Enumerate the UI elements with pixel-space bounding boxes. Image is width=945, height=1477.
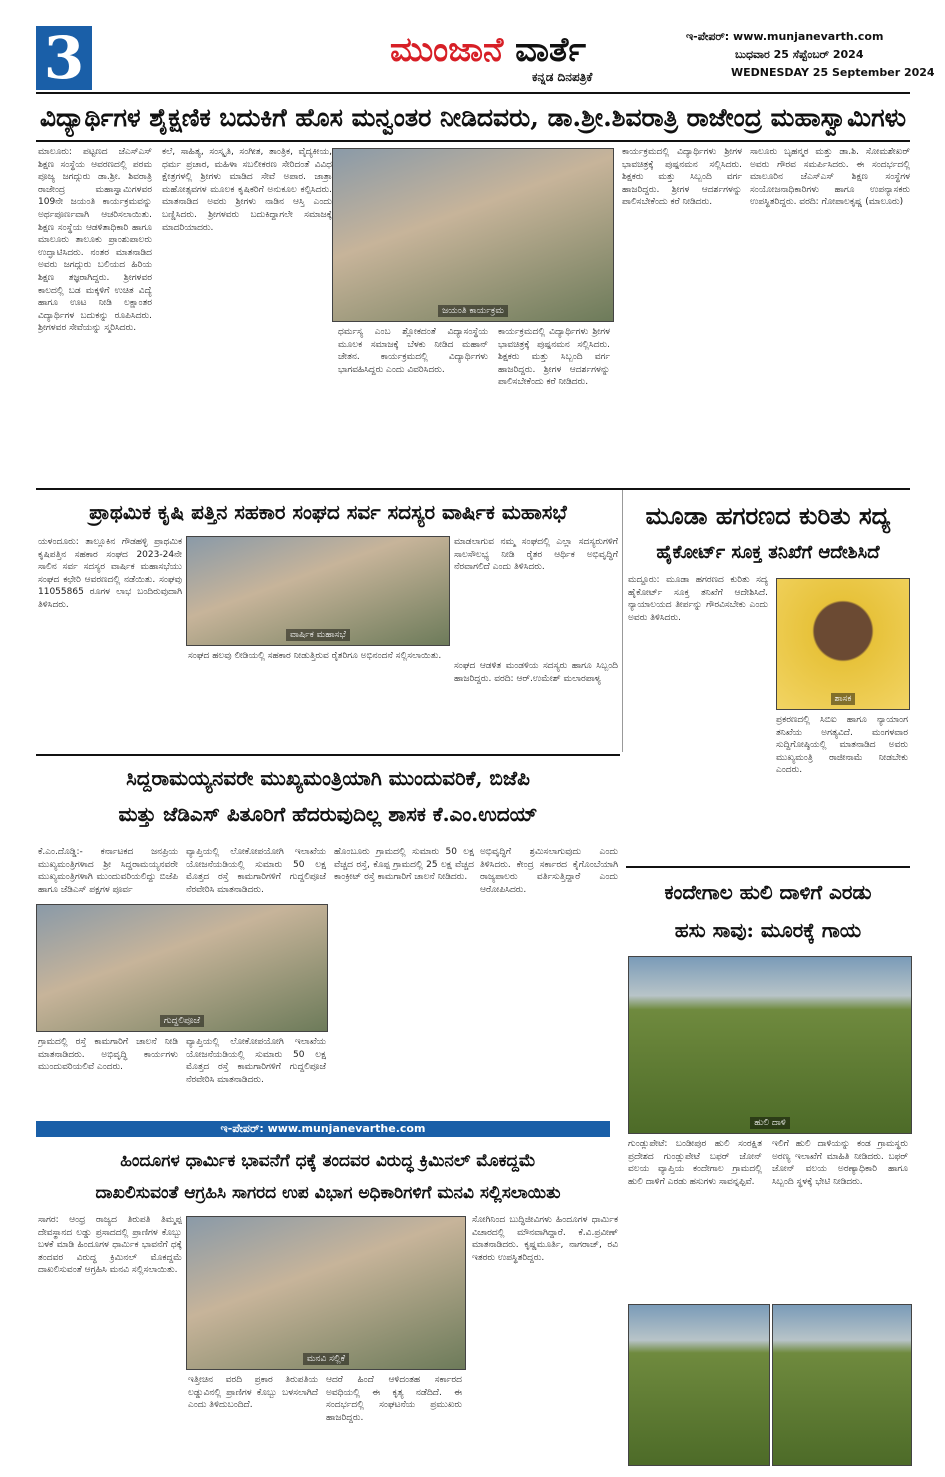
article1-col2: ಕಲೆ, ಸಾಹಿತ್ಯ, ಸಂಸ್ಕೃತಿ, ಸಂಗೀತ, ತಾಂತ್ರಿಕ, ವೈದ್ಯಕೀಯ, ಧರ್ಮ ಪ್ರಚಾರ, ಮಹಿಳಾ ಸಬಲೀಕರಣ ಸೇರಿದಂತೆ ವಿವಿಧ ಕ್ಷೇತ್ರಗಳಲ್ಲಿ ಶ್ರೀಗಳು ಮಾಡಿದ ಸೇವೆ ಅಪಾರ. ಜಾತ್ರಾ ಮಹೋತ್ಸವಗಳ ಮೂಲಕ ಕೃಷಿಕರಿಗೆ ಅನುಕೂಲ ಕಲ್ಪಿಸಿದರು. ಮಾತನಾಡಿದ ಅವರು ಶ್ರೀಗಳು ನಾಡಿನ ಆಸ್ತಿ ಎಂದು ಬಣ್ಣಿಸಿದರು. ಶ್ರೀಗಳವರು ಬದುಕಿದ್ದಾಗಲೇ ಸಮಾಜಕ್ಕೆ ಮಾದರಿಯಾದರು. bbox=[162, 147, 332, 233]
article6-col3: ಆದರೆ ಹಿಂದೆ ಆಳಿದಂತಹ ಸರ್ಕಾರದ ಅವಧಿಯಲ್ಲಿ ಈ ಕೃತ್ಯ ನಡೆದಿದೆ. ಈ ಸಂದರ್ಭದಲ್ಲಿ ಸಂಘಟನೆಯ ಪ್ರಮುಖರು ಹಾಜರಿದ್ದರು. bbox=[326, 1375, 462, 1423]
divider bbox=[36, 140, 910, 142]
article6-col1: ಸಾಗರ: ಆಂಧ್ರ ರಾಜ್ಯದ ತಿರುಪತಿ ತಿಮ್ಮಪ್ಪ ದೇವಸ್ಥಾನದ ಲಡ್ಡು ಪ್ರಸಾದದಲ್ಲಿ ಪ್ರಾಣಿಗಳ ಕೊಬ್ಬು ಬಳಕೆ ಮಾಡಿ ಹಿಂದೂಗಳ ಧಾರ್ಮಿಕ ಭಾವನೆಗೆ ಧಕ್ಕೆ ತಂದವರ ವಿರುದ್ಧ ಕ್ರಿಮಿನಲ್ ಮೊಕದ್ದಮೆ ದಾಖಲಿಸುವಂತೆ ಆಗ್ರಹಿಸಿ ಮನವಿ ಸಲ್ಲಿಸಲಾಯಿತು. bbox=[38, 1215, 182, 1276]
divider bbox=[36, 488, 910, 490]
article3-subheadline: ಹೈಕೋರ್ಟ್ ಸೂಕ್ತ ತನಿಖೆಗೆ ಆದೇಶಿಸಿದೆ bbox=[656, 542, 880, 563]
article2-col4: ಸಂಘದ ಆಡಳಿತ ಮಂಡಳಿಯ ಸದಸ್ಯರು ಹಾಗೂ ಸಿಬ್ಬಂದಿ ಹಾಜರಿದ್ದರು. ವರದಿ: ಆರ್.ಉಮೇಶ್ ಮಲಾರಪಾಳ್ಯ bbox=[454, 661, 618, 684]
article1-photo bbox=[332, 148, 614, 322]
tagline: ಕನ್ನಡ ದಿನಪತ್ರಿಕೆ bbox=[532, 70, 593, 84]
article2-col3: ಮಾಡಲಾಗುವ ನಮ್ಮ ಸಂಘದಲ್ಲಿ ಎಲ್ಲಾ ಸದಸ್ಯರುಗಳಿಗೆ ಸಾಲಸೌಲಭ್ಯ ನೀಡಿ ರೈತರ ಆರ್ಥಿಕ ಅಭಿವೃದ್ಧಿಗೆ ನೆರವಾಗಲಿದೆ ಎಂದು ತಿಳಿಸಿದರು. bbox=[454, 537, 618, 573]
article2-headline: ಪ್ರಾಥಮಿಕ ಕೃಷಿ ಪತ್ತಿನ ಸಹಕಾರ ಸಂಘದ ಸರ್ವ ಸದಸ್ಯರ ವಾರ್ಷಿಕ ಮಹಾಸಭೆ bbox=[89, 500, 567, 524]
article4-headline-line2: ಮತ್ತು ಜೆಡಿಎಸ್ ಪಿತೂರಿಗೆ ಹೆದರುವುದಿಲ್ಲ ಶಾಸಕ ಕೆ.ಎಂ.ಉದಯ್ bbox=[118, 802, 538, 826]
date-kannada: ಬುಧವಾರ 25 ಸೆಪ್ಟೆಂಬರ್ 2024 bbox=[735, 48, 864, 61]
article5-col1: ಗುಂಡ್ಲುಪೇಟೆ: ಬಂಡೀಪುರ ಹುಲಿ ಸಂರಕ್ಷಿತ ಪ್ರದೇಶದ ಗುಂಡ್ಲುಪೇಟೆ ಬಫರ್ ಜೋನ್ ವಲಯ ವ್ಯಾಪ್ತಿಯ ಕಂದೇಗಾಲ ಗ್ರಾಮದಲ್ಲಿ ಹುಲಿ ದಾಳಿಗೆ ಎರಡು ಹಸುಗಳು ಸಾವನ್ನಪ್ಪಿವೆ. bbox=[628, 1139, 762, 1187]
divider bbox=[36, 754, 620, 756]
article4-col2: ವ್ಯಾಪ್ತಿಯಲ್ಲಿ ಲೋಕೋಪಯೋಗಿ ಇಲಾಖೆಯ ಯೋಜನೆಯಡಿಯಲ್ಲಿ ಸುಮಾರು 50 ಲಕ್ಷ ಮೊತ್ತದ ರಸ್ತೆ ಕಾಮಗಾರಿಗಳಿಗೆ ಗುದ್ದಲಿಪೂಜೆ ನೆರವೇರಿಸಿ ಮಾತನಾಡಿದರು. bbox=[186, 847, 326, 895]
newspaper-brand bbox=[390, 30, 586, 70]
article1-col1: ಮಾಲೂರು: ಪಟ್ಟಣದ ಜೆಎಸ್ಎಸ್ ಶಿಕ್ಷಣ ಸಂಸ್ಥೆಯ ಆವರಣದಲ್ಲಿ ಪರಮ ಪೂಜ್ಯ ಜಗದ್ಗುರು ಡಾ.ಶ್ರೀ. ಶಿವರಾತ್ರಿ ರಾಜೇಂದ್ರ ಮಹಾಸ್ವಾಮಿಗಳವರ 109ನೇ ಜಯಂತಿ ಕಾರ್ಯಕ್ರಮವನ್ನು ಅರ್ಥಪೂರ್ಣವಾಗಿ ಆಚರಿಸಲಾಯಿತು. ಶಿಕ್ಷಣ ಸಂಸ್ಥೆಯ ಆಡಳಿತಾಧಿಕಾರಿ ಹಾಗೂ ಮಾಲೂರು ತಾಲೂಕು ಪ್ರಾಂಶುಪಾಲರು ಉದ್ಘಾಟಿಸಿದರು. ನಂತರ ಮಾತನಾಡಿದ ಅವರು ಜಗದ್ಗುರು ಬಲಿಯದ ಹಿರಿಯ ಶಿಕ್ಷಣ ತಜ್ಞರಾಗಿದ್ದರು. ಶ್ರೀಗಳವರ ಕಾಲದಲ್ಲಿ ಬಡ ಮಕ್ಕಳಿಗೆ ಉಚಿತ ವಿದ್ಯೆ ಹಾಗೂ ಊಟ ನೀಡಿ ಲಕ್ಷಾಂತರ ವಿದ್ಯಾರ್ಥಿಗಳ ಬದುಕನ್ನು ರೂಪಿಸಿದರು. ಶ್ರೀಗಳವರ ಸೇವೆಯನ್ನು ಸ್ಮರಿಸಿದರು. bbox=[38, 147, 152, 334]
article6-headline-line1: ಹಿಂದೂಗಳ ಧಾರ್ಮಿಕ ಭಾವನೆಗೆ ಧಕ್ಕೆ ತಂದವರ ವಿರುದ್ಧ ಕ್ರಿಮಿನಲ್ ಮೊಕದ್ದಮೆ bbox=[120, 1151, 536, 1171]
article6-col4: ಸೋಗಿನಿಂದ ಬುದ್ಧಿಜೀವಿಗಳು ಹಿಂದೂಗಳ ಧಾರ್ಮಿಕ ವಿಚಾರದಲ್ಲಿ ಮೌನವಾಗಿದ್ದಾರೆ. ಕೆ.ವಿ.ಪ್ರವೀಣ್ ಮಾತನಾಡಿದರು. ಕೃಷ್ಣಮೂರ್ತಿ, ನಾಗರಾಜ್, ರವಿ ಇತರರು ಉಪಸ್ಥಿತರಿದ್ದರು. bbox=[472, 1215, 618, 1263]
column-divider bbox=[622, 490, 623, 752]
photo-caption: ಶಾಸಕ bbox=[831, 693, 856, 705]
masthead-rule bbox=[36, 92, 910, 94]
article1-headline: ವಿದ್ಯಾರ್ಥಿಗಳ ಶೈಕ್ಷಣಿಕ ಬದುಕಿಗೆ ಹೊಸ ಮನ್ವಂತರ ನೀಡಿದವರು, ಡಾ.ಶ್ರೀ.ಶಿವರಾತ್ರಿ ರಾಜೇಂದ್ರ ಮಹಾಸ್ವಾಮಿಗಳು bbox=[39, 103, 907, 132]
article3-portrait bbox=[776, 578, 910, 710]
article4-col4: ಅಭಿವೃದ್ಧಿಗೆ ಶ್ರಮಿಸಲಾಗುವುದು ಎಂದು ತಿಳಿಸಿದರು. ಕೇಂದ್ರ ಸರ್ಕಾರದ ಕೈಗೊಂಬೆಯಾಗಿ ರಾಜ್ಯಪಾಲರು ವರ್ತಿಸುತ್ತಿದ್ದಾರೆ ಎಂದು ಆರೋಪಿಸಿದರು. bbox=[480, 847, 618, 895]
article5-photo bbox=[628, 956, 912, 1134]
article1-col4: ಕಾರ್ಯಕ್ರಮದಲ್ಲಿ ವಿದ್ಯಾರ್ಥಿಗಳು ಶ್ರೀಗಳ ಭಾವಚಿತ್ರಕ್ಕೆ ಪುಷ್ಪನಮನ ಸಲ್ಲಿಸಿದರು. ಶಿಕ್ಷಕರು ಮತ್ತು ಸಿಬ್ಬಂದಿ ವರ್ಗ ಹಾಜರಿದ್ದರು. ಶ್ರೀಗಳ ಆದರ್ಶಗಳನ್ನು ಪಾಲಿಸಬೇಕೆಂದು ಕರೆ ನೀಡಿದರು. bbox=[498, 327, 610, 388]
photo-caption: ಮನವಿ ಸಲ್ಲಿಕೆ bbox=[303, 1353, 349, 1365]
article5-headline: ಕಂದೇಗಾಲ ಹುಲಿ ದಾಳಿಗೆ ಎರಡು bbox=[664, 880, 872, 904]
photo-caption: ವಾರ್ಷಿಕ ಮಹಾಸಭೆ bbox=[286, 629, 350, 641]
article4-col2b: ವ್ಯಾಪ್ತಿಯಲ್ಲಿ ಲೋಕೋಪಯೋಗಿ ಇಲಾಖೆಯ ಯೋಜನೆಯಡಿಯಲ್ಲಿ ಸುಮಾರು 50 ಲಕ್ಷ ಮೊತ್ತದ ರಸ್ತೆ ಕಾಮಗಾರಿಗಳಿಗೆ ಗುದ್ದಲಿಪೂಜೆ ನೆರವೇರಿಸಿ ಮಾತನಾಡಿದರು. bbox=[186, 1037, 326, 1085]
article5-subheadline: ಹಸು ಸಾವು: ಮೂರಕ್ಕೆ ಗಾಯ bbox=[674, 918, 862, 942]
article4-col1b: ಗ್ರಾಮದಲ್ಲಿ ರಸ್ತೆ ಕಾಮಗಾರಿಗೆ ಚಾಲನೆ ನೀಡಿ ಮಾತನಾಡಿದರು. ಅಭಿವೃದ್ಧಿ ಕಾರ್ಯಗಳು ಮುಂದುವರಿಯಲಿವೆ ಎಂದರು. bbox=[38, 1037, 178, 1073]
article3-col1: ಮದ್ದೂರು: ಮೂಡಾ ಹಗರಣದ ಕುರಿತು ಸದ್ಯ ಹೈಕೋರ್ಟ್ ಸೂಕ್ತ ತನಿಖೆಗೆ ಆದೇಶಿಸಿದೆ. ನ್ಯಾಯಾಲಯದ ತೀರ್ಪನ್ನು ಗೌರವಿಸಬೇಕು ಎಂದು ಅವರು ತಿಳಿಸಿದರು. bbox=[628, 575, 768, 623]
article4-photo bbox=[36, 904, 328, 1032]
photo-caption: ಜಯಂತಿ ಕಾರ್ಯಕ್ರಮ bbox=[438, 305, 508, 317]
article1-col4b: ಕಾರ್ಯಕ್ರಮದಲ್ಲಿ ವಿದ್ಯಾರ್ಥಿಗಳು ಶ್ರೀಗಳ ಭಾವಚಿತ್ರಕ್ಕೆ ಪುಷ್ಪನಮನ ಸಲ್ಲಿಸಿದರು. ಶಿಕ್ಷಕರು ಮತ್ತು ಸಿಬ್ಬಂದಿ ವರ್ಗ ಹಾಜರಿದ್ದರು. ಶ್ರೀಗಳ ಆದರ್ಶಗಳನ್ನು ಪಾಲಿಸಬೇಕೆಂದು ಕರೆ ನೀಡಿದರು. bbox=[622, 147, 742, 208]
article6-headline-line2: ದಾಖಲಿಸುವಂತೆ ಆಗ್ರಹಿಸಿ ಸಾಗರದ ಉಪ ವಿಭಾಗ ಅಧಿಕಾರಿಗಳಿಗೆ ಮನವಿ ಸಲ್ಲಿಸಲಾಯಿತು bbox=[95, 1183, 561, 1203]
article3-headline: ಮೂಡಾ ಹಗರಣದ ಕುರಿತು ಸದ್ಯ bbox=[645, 501, 891, 530]
brand-part1: ಮುಂಜಾನೆ bbox=[390, 30, 504, 70]
photo-caption: ಗುದ್ದಲಿಪೂಜೆ bbox=[160, 1015, 204, 1027]
article1-col5: ಸಾಲೂರು ಬೃಹನ್ಮಠ ಮತ್ತು ಡಾ.ಶಿ. ಸೋಮಶೇಖರ್ ಅವರು ಗೌರವ ಸಮರ್ಪಿಸಿದರು. ಈ ಸಂದರ್ಭದಲ್ಲಿ ಮಾಲೂರಿನ ಜೆಎಸ್ಎಸ್ ಶಿಕ್ಷಣ ಸಂಸ್ಥೆಗಳ ಸಂಯೋಜನಾಧಿಕಾರಿಗಳು ಹಾಗೂ ಉಪನ್ಯಾಸಕರು ಉಪಸ್ಥಿತರಿದ್ದರು. ವರದಿ: ಗೋಪಾಲಕೃಷ್ಣ (ಮಾಲೂರು) bbox=[750, 147, 910, 208]
divider bbox=[626, 866, 910, 868]
date-english: WEDNESDAY 25 September 2024 bbox=[731, 66, 935, 79]
article5-photo3 bbox=[772, 1304, 912, 1466]
photo-caption: ಹುಲಿ ದಾಳಿ bbox=[750, 1117, 790, 1129]
article3-col2: ಪ್ರಕರಣದಲ್ಲಿ ಸಿಬಿಐ ಹಾಗೂ ನ್ಯಾಯಾಂಗ ತನಿಖೆಯ ಅಗತ್ಯವಿದೆ. ಮಂಗಳವಾರ ಸುದ್ದಿಗೋಷ್ಠಿಯಲ್ಲಿ ಮಾತನಾಡಿದ ಅವರು ಮುಖ್ಯಮಂತ್ರಿ ರಾಜೀನಾಮೆ ನೀಡಬೇಕು ಎಂದರು. bbox=[776, 715, 908, 776]
brand-part2: ವಾರ್ತೆ bbox=[515, 30, 586, 70]
article2-col2: ಸಂಘದ ಹಲವು ಲೀಡಿಯಲ್ಲಿ ಸಹಕಾರ ನೀಡುತ್ತಿರುವ ರೈತರಿಗೂ ಅಭಿನಂದನೆ ಸಲ್ಲಿಸಲಾಯಿತು. bbox=[188, 651, 442, 661]
article5-photo2 bbox=[628, 1304, 770, 1466]
article4-col3: ಹೊಂಬೂರು ಗ್ರಾಮದಲ್ಲಿ ಸುಮಾರು 50 ಲಕ್ಷ ವೆಚ್ಚದ ರಸ್ತೆ, ಕೊಪ್ಪ ಗ್ರಾಮದಲ್ಲಿ 25 ಲಕ್ಷ ವೆಚ್ಚದ ಕಾಂಕ್ರೀಟ್ ರಸ್ತೆ ಕಾಮಗಾರಿಗೆ ಚಾಲನೆ ನೀಡಿದರು. bbox=[334, 847, 474, 883]
article2-photo bbox=[186, 536, 450, 646]
article2-col1: ಯಳಂದೂರು: ತಾಲ್ಲೂಕಿನ ಗೌಡಹಳ್ಳಿ ಪ್ರಾಥಮಿಕ ಕೃಷಿಪತ್ತಿನ ಸಹಕಾರ ಸಂಘದ 2023-24ನೇ ಸಾಲಿನ ಸರ್ವ ಸದಸ್ಯರ ವಾರ್ಷಿಕ ಮಹಾಸಭೆಯು ಸಂಘದ ಕಛೇರಿ ಆವರಣದಲ್ಲಿ ನಡೆಯಿತು. ಸಂಘವು 11055865 ರೂಗಳ ಲಾಭ ಬಂದಿರುವುದಾಗಿ ತಿಳಿಸಿದರು. bbox=[38, 537, 182, 610]
article4-headline-line1: ಸಿದ್ದರಾಮಯ್ಯನವರೇ ಮುಖ್ಯಮಂತ್ರಿಯಾಗಿ ಮುಂದುವರಿಕೆ, ಬಿಜೆಪಿ bbox=[126, 766, 530, 790]
epaper-banner[interactable]: ಇ-ಪೇಪರ್: www.munjanevarthe.com bbox=[36, 1121, 610, 1137]
article5-col2: ಇಲಿಗೆ ಹುಲಿ ದಾಳಿಯನ್ನು ಕಂಡ ಗ್ರಾಮಸ್ಥರು ಅರಣ್ಯ ಇಲಾಖೆಗೆ ಮಾಹಿತಿ ನೀಡಿದರು. ಬಫರ್ ಜೋನ್ ವಲಯ ಅರಣ್ಯಾಧಿಕಾರಿ ಹಾಗೂ ಸಿಬ್ಬಂದಿ ಸ್ಥಳಕ್ಕೆ ಭೇಟಿ ನೀಡಿದರು. bbox=[772, 1139, 908, 1187]
article4-col1: ಕೆ.ಎಂ.ದೊಡ್ಡಿ:- ಕರ್ನಾಟಕದ ಜನಪ್ರಿಯ ಮುಖ್ಯಮಂತ್ರಿಗಳಾದ ಶ್ರೀ ಸಿದ್ದರಾಮಯ್ಯನವರೇ ಮುಖ್ಯಮಂತ್ರಿಗಳಾಗಿ ಮುಂದುವರಿಯಲಿದ್ದು ಬಿಜೆಪಿ ಹಾಗೂ ಜೆಡಿಎಸ್ ಪಕ್ಷಗಳ ಪೂರ್ವ bbox=[38, 847, 178, 895]
article6-photo bbox=[186, 1216, 466, 1370]
page-number: 3 bbox=[36, 26, 92, 90]
epaper-link[interactable]: ಇ-ಪೇಪರ್: www.munjanevarth.com bbox=[686, 30, 884, 43]
article1-col3: ಧರ್ಮಸ್ಯ ಎಂಬ ಶ್ಲೋಕದಂತೆ ವಿದ್ಯಾಸಂಸ್ಥೆಯ ಮೂಲಕ ಸಮಾಜಕ್ಕೆ ಬೆಳಕು ನೀಡಿದ ಮಹಾನ್ ಚೇತನ. ಕಾರ್ಯಕ್ರಮದಲ್ಲಿ ವಿದ್ಯಾರ್ಥಿಗಳು ಭಾಗವಹಿಸಿದ್ದರು ಎಂದು ವಿವರಿಸಿದರು. bbox=[338, 327, 488, 375]
article6-col2: ಇತ್ತೀಚಿನ ವರದಿ ಪ್ರಕಾರ ತಿರುಪತಿಯ ಲಡ್ಡುವಿನಲ್ಲಿ ಪ್ರಾಣಿಗಳ ಕೊಬ್ಬು ಬಳಸಲಾಗಿದೆ ಎಂದು ತಿಳಿದುಬಂದಿದೆ. bbox=[188, 1375, 318, 1411]
